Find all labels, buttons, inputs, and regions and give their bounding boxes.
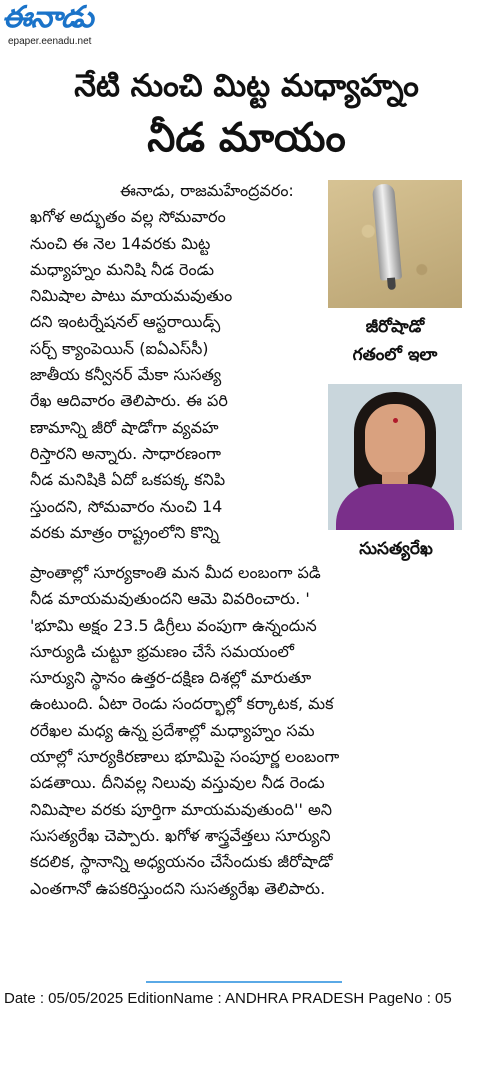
article-line: జాతీయ కన్వీనర్ మేకా సుసత్య <box>30 365 222 385</box>
article-line: నుంచి ఈ నెల 14వరకు మిట్ట <box>30 233 211 253</box>
article-line: ఎంతగానో ఉపకరిస్తుందని సుసత్యరేఖ తెలిపారు. <box>30 878 326 898</box>
article-line: నిమిషాల పాటు మాయమవుతుం <box>30 286 233 306</box>
caption-line: గతంలో ఇలా <box>352 345 438 365</box>
zero-shadow-photo <box>328 180 462 308</box>
headline-main: నీడ మాయం <box>147 115 346 161</box>
article-line: ఉంటుంది. ఏటా రెండు సందర్భాల్లో కర్కాటక, మక <box>30 694 334 714</box>
article-line: ణామాన్ని జీరో షాడోగా వ్యవహ <box>30 417 219 437</box>
article-line: నీడ మనిషికి ఏదో ఒకపక్క కనిపి <box>30 470 226 490</box>
article-line: యాల్లో సూర్యకిరణాలు భూమిపై సంపూర్ణ లంబంగా <box>30 747 340 767</box>
article-line: ఈనాడు, రాజమహేంద్రవరం: <box>120 181 294 200</box>
article-line: సూర్యుని స్థానం ఉత్తర-దక్షిణ దిశల్లో మారుతూ <box>30 668 312 688</box>
article-line: దని ఇంటర్నేషనల్ ఆస్టరాయిడ్స్ <box>30 312 221 332</box>
article-line: స్తుందని, సోమవారం నుంచి 14 <box>30 496 223 516</box>
article-line: నిమిషాల వరకు పూర్తిగా మాయమవుతుంది'' అని <box>30 799 333 819</box>
portrait-face <box>365 404 425 478</box>
headline-kicker: నేటి నుంచి మిట్ట మధ్యాహ్నం <box>74 68 419 104</box>
article-line: రరేఖల మధ్య ఉన్న ప్రదేశాల్లో మధ్యాహ్నం సమ <box>30 720 315 740</box>
pen-object <box>372 183 402 281</box>
article-line: సుసత్యరేఖ చెప్పారు. ఖగోళ శాస్త్రవేత్తలు సూర్యుని <box>30 825 331 845</box>
logo-wordmark: ఈనాడు <box>2 0 93 35</box>
eenadu-logo <box>2 0 142 52</box>
portrait-caption: సుసత్యరేఖ <box>359 539 433 559</box>
article-line: నీడ మాయమవుతుందని ఆమె వివరించారు. ' <box>30 589 310 609</box>
article-line: కదలిక, స్థానాన్ని అధ్యయనం చేసేందుకు జీరోషాడో <box>30 852 333 872</box>
caption-line: జీరోషాడో <box>365 317 425 337</box>
article-line: ఖగోళ అద్భుతం వల్ల సోమవారం <box>30 207 226 227</box>
divider-rule <box>146 981 342 983</box>
article-line: మధ్యాహ్నం మనిషి నీడ రెండు <box>30 259 215 279</box>
epaper-url: epaper.eenadu.net <box>8 36 92 47</box>
portrait-bindi <box>393 418 398 423</box>
article-line: సూర్యుడి చుట్టూ భ్రమణం చేసే సమయంలో <box>30 641 294 661</box>
article-body-full <box>30 560 490 902</box>
article-line: రేఖ ఆదివారం తెలిపారు. ఈ పరి <box>30 391 228 411</box>
article-line: వరకు మాత్రం రాష్ట్రంలోని కొన్ని <box>30 522 220 542</box>
article-line: రిస్తారని అన్నారు. సాధారణంగా <box>30 443 221 463</box>
article-line: ప్రాంతాల్లో సూర్యకాంతి మన మీద లంబంగా పడి <box>30 563 321 582</box>
portrait-photo <box>328 384 462 530</box>
article-line: సర్చ్ క్యాంపెయిన్ (ఐఏఎస్‌సీ) <box>30 338 209 358</box>
article-line: 'భూమి అక్షం 23.5 డిగ్రీలు వంపుగా ఉన్నందున <box>30 615 317 635</box>
article-body-top <box>30 178 326 546</box>
zero-shadow-caption <box>328 313 462 369</box>
article-line: పడతాయి. దీనివల్ల నిలువు వస్తువుల నీడ రెండు <box>30 773 325 793</box>
edition-dateline: Date : 05/05/2025 EditionName : ANDHRA PRADESH PageNo : 05 <box>4 990 452 1007</box>
portrait-saree <box>336 484 454 530</box>
